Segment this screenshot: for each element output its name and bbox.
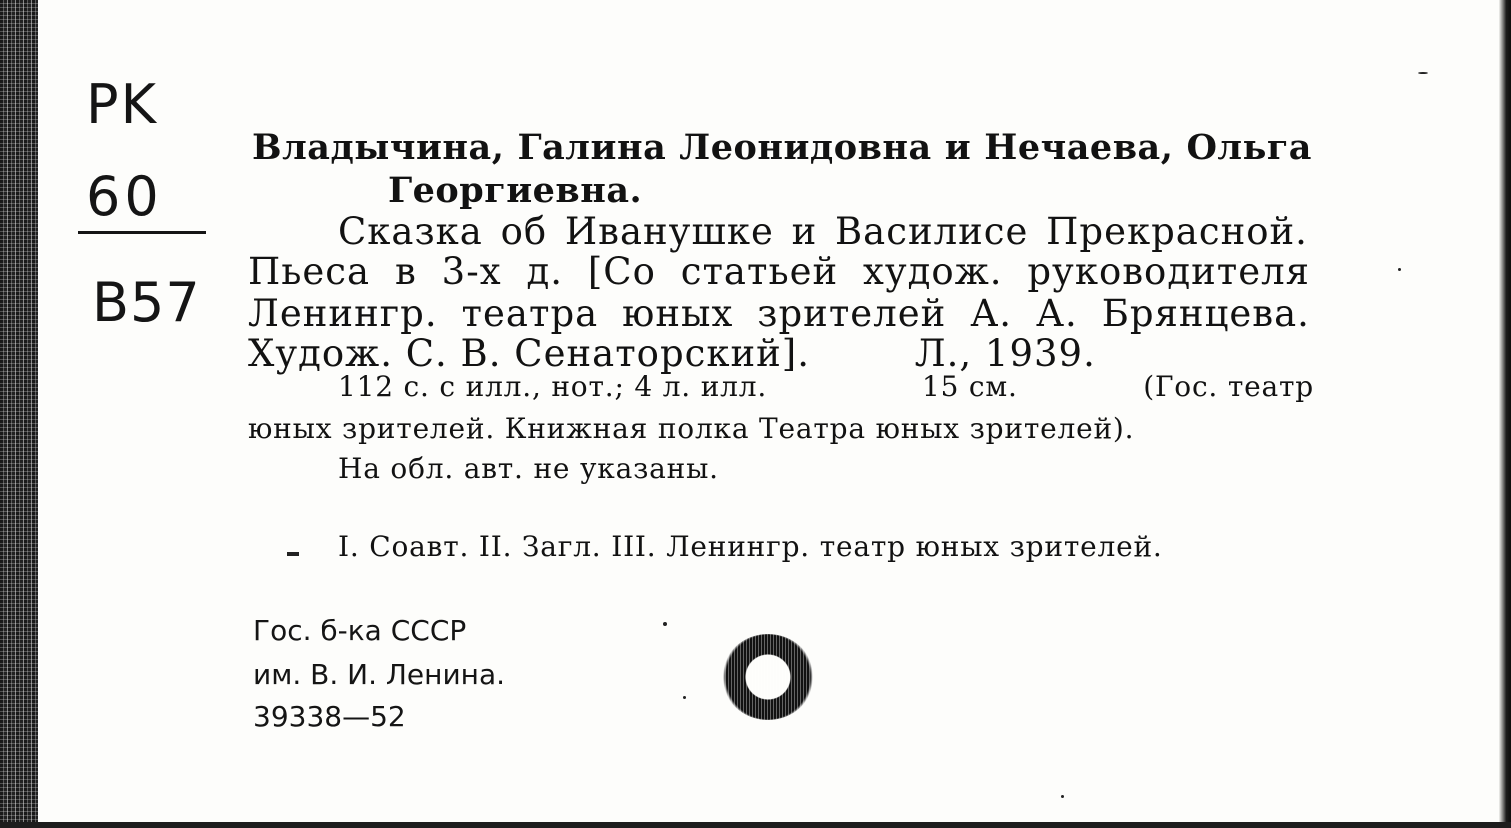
- title-word: театра: [461, 292, 599, 335]
- scan-speck: [683, 696, 686, 699]
- dash-mark: [287, 552, 299, 556]
- title-word: худож.: [863, 250, 1003, 293]
- scan-speck: [1061, 795, 1064, 798]
- title-word: Василисе: [834, 210, 1029, 253]
- series-line: юных зрителей. Книжная полка Театра юных зрителей).: [248, 412, 1135, 445]
- shelfmark-line3: B57: [92, 271, 201, 334]
- title-word: д.: [526, 250, 563, 293]
- scan-edge-left: [0, 0, 38, 828]
- title-line-1: [338, 210, 1308, 253]
- title-word: об: [500, 210, 548, 253]
- title-word: в: [394, 250, 417, 293]
- title-line-4: [248, 332, 1096, 375]
- author-heading-line2: Георгиевна.: [388, 170, 643, 211]
- heading-word: Галина: [517, 127, 667, 168]
- shelfmark-line1: PK: [86, 73, 158, 136]
- title-word: и: [791, 210, 818, 253]
- title-word: Брянцева.: [1101, 292, 1310, 335]
- heading-word: Владычина,: [252, 127, 505, 168]
- title-line-3: [248, 292, 1310, 335]
- note-line: На обл. авт. не указаны.: [338, 452, 719, 485]
- imprint: Л., 1939.: [914, 332, 1096, 375]
- title-word: руководителя: [1027, 250, 1310, 293]
- title-word: Прекрасной.: [1046, 210, 1308, 253]
- heading-word: и: [944, 127, 972, 168]
- shelfmark-line2: 60: [86, 165, 163, 228]
- heading-word: Леонидовна: [679, 127, 932, 168]
- footer-library: Гос. б-ка СССР: [253, 614, 467, 647]
- title-word: [Со: [587, 250, 656, 293]
- title-word: Пьеса: [248, 250, 371, 293]
- title-word: Сказка: [338, 210, 483, 253]
- punch-hole: [722, 634, 814, 720]
- shelfmark-rule: [78, 231, 206, 234]
- scan-speck: [663, 622, 667, 626]
- scan-speck: [1398, 268, 1401, 271]
- footer-library-name: им. В. И. Ленина.: [253, 658, 506, 691]
- heading-word: Ольга: [1186, 127, 1312, 168]
- heading-word: Нечаева,: [984, 127, 1174, 168]
- tracings-line: I. Соавт. II. Загл. III. Ленингр. театр юных зрителей.: [338, 530, 1163, 563]
- title-word: А.: [1035, 292, 1078, 335]
- scan-speck: [1418, 72, 1428, 74]
- title-word: юных: [622, 292, 734, 335]
- title-word: Ленингр.: [248, 292, 438, 335]
- title-word: А.: [970, 292, 1012, 335]
- illustrator-statement: Худож. С. В. Сенаторский].: [248, 332, 810, 375]
- collation-line: [338, 370, 1314, 403]
- footer-card-number: 39338—52: [253, 700, 406, 733]
- title-word: зрителей: [757, 292, 947, 335]
- collation-size: 15 см.: [922, 370, 1018, 403]
- author-heading: [252, 127, 1312, 168]
- collation-pages: 112 с. с илл., нот.; 4 л. илл.: [338, 370, 768, 403]
- title-word: 3-х: [441, 250, 502, 293]
- title-word: Иванушке: [564, 210, 774, 253]
- scan-edge-bottom: [0, 822, 1511, 828]
- title-line-2: [248, 250, 1310, 293]
- title-word: статьей: [680, 250, 839, 293]
- scan-edge-right: [1499, 0, 1511, 828]
- series-start: (Гос. театр: [1143, 370, 1314, 403]
